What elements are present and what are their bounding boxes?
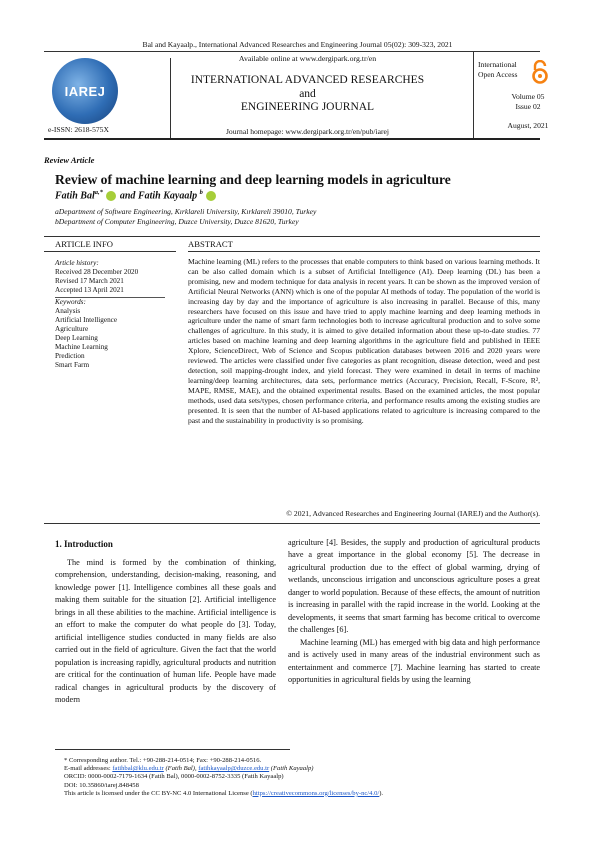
orcid-icon[interactable] <box>106 191 116 201</box>
masthead-right-divider <box>473 52 474 138</box>
revised-date: Revised 17 March 2021 <box>55 277 124 285</box>
affiliation-b: bDepartment of Computer Engineering, Duzce University, Duzce 81620, Turkey <box>55 217 299 226</box>
open-access-lock-icon <box>531 60 549 84</box>
article-type: Review Article <box>44 155 95 165</box>
volume: Volume 05 <box>511 92 545 101</box>
intro-right-column <box>288 537 540 686</box>
abstract-bottom-rule <box>44 523 540 524</box>
abstract-text: Machine learning (ML) refers to the processes that enable computers to think based on various learning methods. It can be also called domain which is a subset of Artificial Intelligence (AI). Deep learning (DL) has been a promising, new and modern technique for data analysis in recent years. It can be shown as the improved version of Artificial Neural Networks (ANN) which is one of the popular AI methods of today. The population of the world is increasing day by day and the importance of agriculture is also increasing in parallel. Because of this, many researchers have focused on this issue and have tried to apply machine learning and deep learning methods in agriculture under the name of smart farm technologies both to increase agricultural production and to solve some challenges of agriculture. In this study, it is aimed to give detailed information about these up-to-date studies. 77 articles based on machine learning and deep learning algorithms in the agriculture field and published in IEEE Xplore, ScienceDirect, Web of Science and Scopus publication databases between 2016 and 2020 years were reviewed. The articles were classified under five categories as plant recognition, disease detection, weed and pest detection, soil mapping-drought index, and yield forecast. They were examined in detail in terms of machine learning/deep learning architectures, data sets, performance metrics (Accuracy, Precision, Recall, F-Score, R², MAPE, RMSE, MAE), and the obtained experimental results. Based on the examined articles, the most popular methods, used data sets/types, chosen performance criteria, and performance results among the existing studies are presented. It is seen that the number of AI-based applications related to agriculture is increasing compared to the past and the sustainability in productivity is so promising. <box>188 257 540 425</box>
license-prefix: This article is licensed under the CC BY-NC 4.0 International License ( <box>64 789 253 797</box>
author1-affil-marker: a,* <box>94 189 103 196</box>
article-title: Review of machine learning and deep learning models in agriculture <box>55 172 451 187</box>
orcid-icon[interactable] <box>206 191 216 201</box>
received-date: Received 28 December 2020 <box>55 268 139 276</box>
orcid-line: ORCID: 0000-0002-7179-1634 (Fatih Bal), 0000-0002-8752-3335 (Fatih Kayaalp) <box>64 773 284 781</box>
footnote-rule <box>55 749 290 750</box>
volume-issue <box>478 92 578 112</box>
article-info <box>55 259 175 370</box>
author2: Fatih Kayaalp <box>137 190 198 202</box>
keywords-label: Keywords: <box>55 298 86 306</box>
email2-owner: (Fatih Kayaalp) <box>269 765 314 773</box>
email-link-author2[interactable]: fatihkayaalp@duzce.edu.tr <box>198 765 270 773</box>
info-heading-rule <box>44 251 176 252</box>
issue: Issue 02 <box>515 102 541 111</box>
email-label: E-mail addresses: <box>64 765 113 773</box>
journal-title-line1: INTERNATIONAL ADVANCED RESEARCHES <box>190 74 425 86</box>
author2-affil-marker: b <box>199 189 203 196</box>
keyword: Machine Learning <box>55 343 108 351</box>
article-info-heading: ARTICLE INFO <box>55 239 113 249</box>
logo-text: IAREJ <box>64 83 106 99</box>
copyright: © 2021, Advanced Researches and Engineering Journal (IAREJ) and the Author(s). <box>286 509 540 518</box>
keyword: Deep Learning <box>55 334 98 342</box>
intro-paragraph: agriculture [4]. Besides, the supply and production of agricultural products have a great importance in the global economy [5]. The decrease in agricultural production due to the effect of global warming, drying of wetlands, unconscious irrigation and unconscious agriculture poses a great danger to world population. Because of these effects, the amount of nutrition is increasing in parallel with the rapid increase in the world. Looking at the developments, it seems that smart farming has become critical to overcome the challenges [6]. <box>288 538 540 635</box>
intro-left-column <box>55 557 276 706</box>
license-suffix: ). <box>379 789 384 797</box>
email1-owner: (Fatih Bal), <box>163 765 199 773</box>
corresponding-author: * Corresponding author. Tel.: +90-288-214-0514; Fax: +90-288-214-0516. <box>64 757 262 764</box>
info-top-rule <box>44 236 540 237</box>
author1: Fatih Bal <box>55 190 95 202</box>
email-addresses <box>64 765 544 773</box>
authors <box>55 189 217 201</box>
available-online: Available online at www.dergipark.org.tr/en <box>238 54 377 63</box>
journal-title-line2: and <box>299 87 316 100</box>
footnotes <box>64 757 544 798</box>
issue-date: August, 2021 <box>507 121 549 130</box>
accepted-date: Accepted 13 April 2021 <box>55 286 124 294</box>
article-history-label: Article history: <box>55 259 99 267</box>
intro-paragraph: Machine learning (ML) has emerged with big data and high performance and is actively used in many areas of the industrial environment such as entertainment and commerce [7]. Machine learning has started to create opportunities in agricultural fields by using the learning <box>288 637 540 684</box>
header-top-rule <box>44 51 540 52</box>
journal-homepage: Journal homepage: www.dergipark.org.tr/en/pub/iarej <box>225 127 390 136</box>
keyword: Artificial Intelligence <box>55 316 118 324</box>
journal-title <box>170 74 445 115</box>
license-line <box>64 790 544 798</box>
open-access-label <box>478 60 568 80</box>
journal-logo <box>52 58 118 124</box>
masthead-left-divider <box>170 58 171 138</box>
keyword: Analysis <box>55 307 81 315</box>
author-and: and <box>117 190 138 202</box>
journal-title-line3: ENGINEERING JOURNAL <box>240 101 375 113</box>
keyword: Smart Farm <box>55 361 90 369</box>
abstract-heading: ABSTRACT <box>188 239 233 249</box>
intro-paragraph: The mind is formed by the combination of thinking, comprehension, understanding, decision-making, reasoning, and knowledge power [1]. Intelligence combines all these goals and making them suitable for the situation [2]. Artificial intelligence brings in all these abilities to the machine. Artificial intelligence is an effort to make the computer do what people do [3]. Today, artificial intelligence studies conducted in many fields are also carried out in the field of agriculture. Given the fact that the world population is increasing rapidly, agricultural products and nutrition are critical for the continuation of human life. People have made radical changes in agricultural products by the discovery of modern <box>55 558 276 704</box>
doi: DOI: 10.35860/iarej.848458 <box>64 781 139 789</box>
section-heading: 1. Introduction <box>55 539 113 549</box>
license-link[interactable]: https://creativecommons.org/licenses/by-nc/4.0/ <box>252 789 380 797</box>
affiliation-a: aDepartment of Software Engineering, Kırklareli University, Kırklareli 39010, Turkey <box>55 207 317 216</box>
open-access-line2: Open Access <box>478 70 518 79</box>
masthead-bottom-rule <box>44 138 540 140</box>
issn: e-ISSN: 2618-575X <box>48 125 109 134</box>
running-header: Bal and Kayaalp., International Advanced Researches and Engineering Journal 05(02): 309-323, 2021 <box>142 40 453 49</box>
email-link-author1[interactable]: fatihbal@klu.edu.tr <box>112 765 164 773</box>
abstract-heading-rule <box>188 251 540 252</box>
keyword: Prediction <box>55 352 85 360</box>
open-access-line1: International <box>478 60 517 69</box>
keyword: Agriculture <box>55 325 89 333</box>
